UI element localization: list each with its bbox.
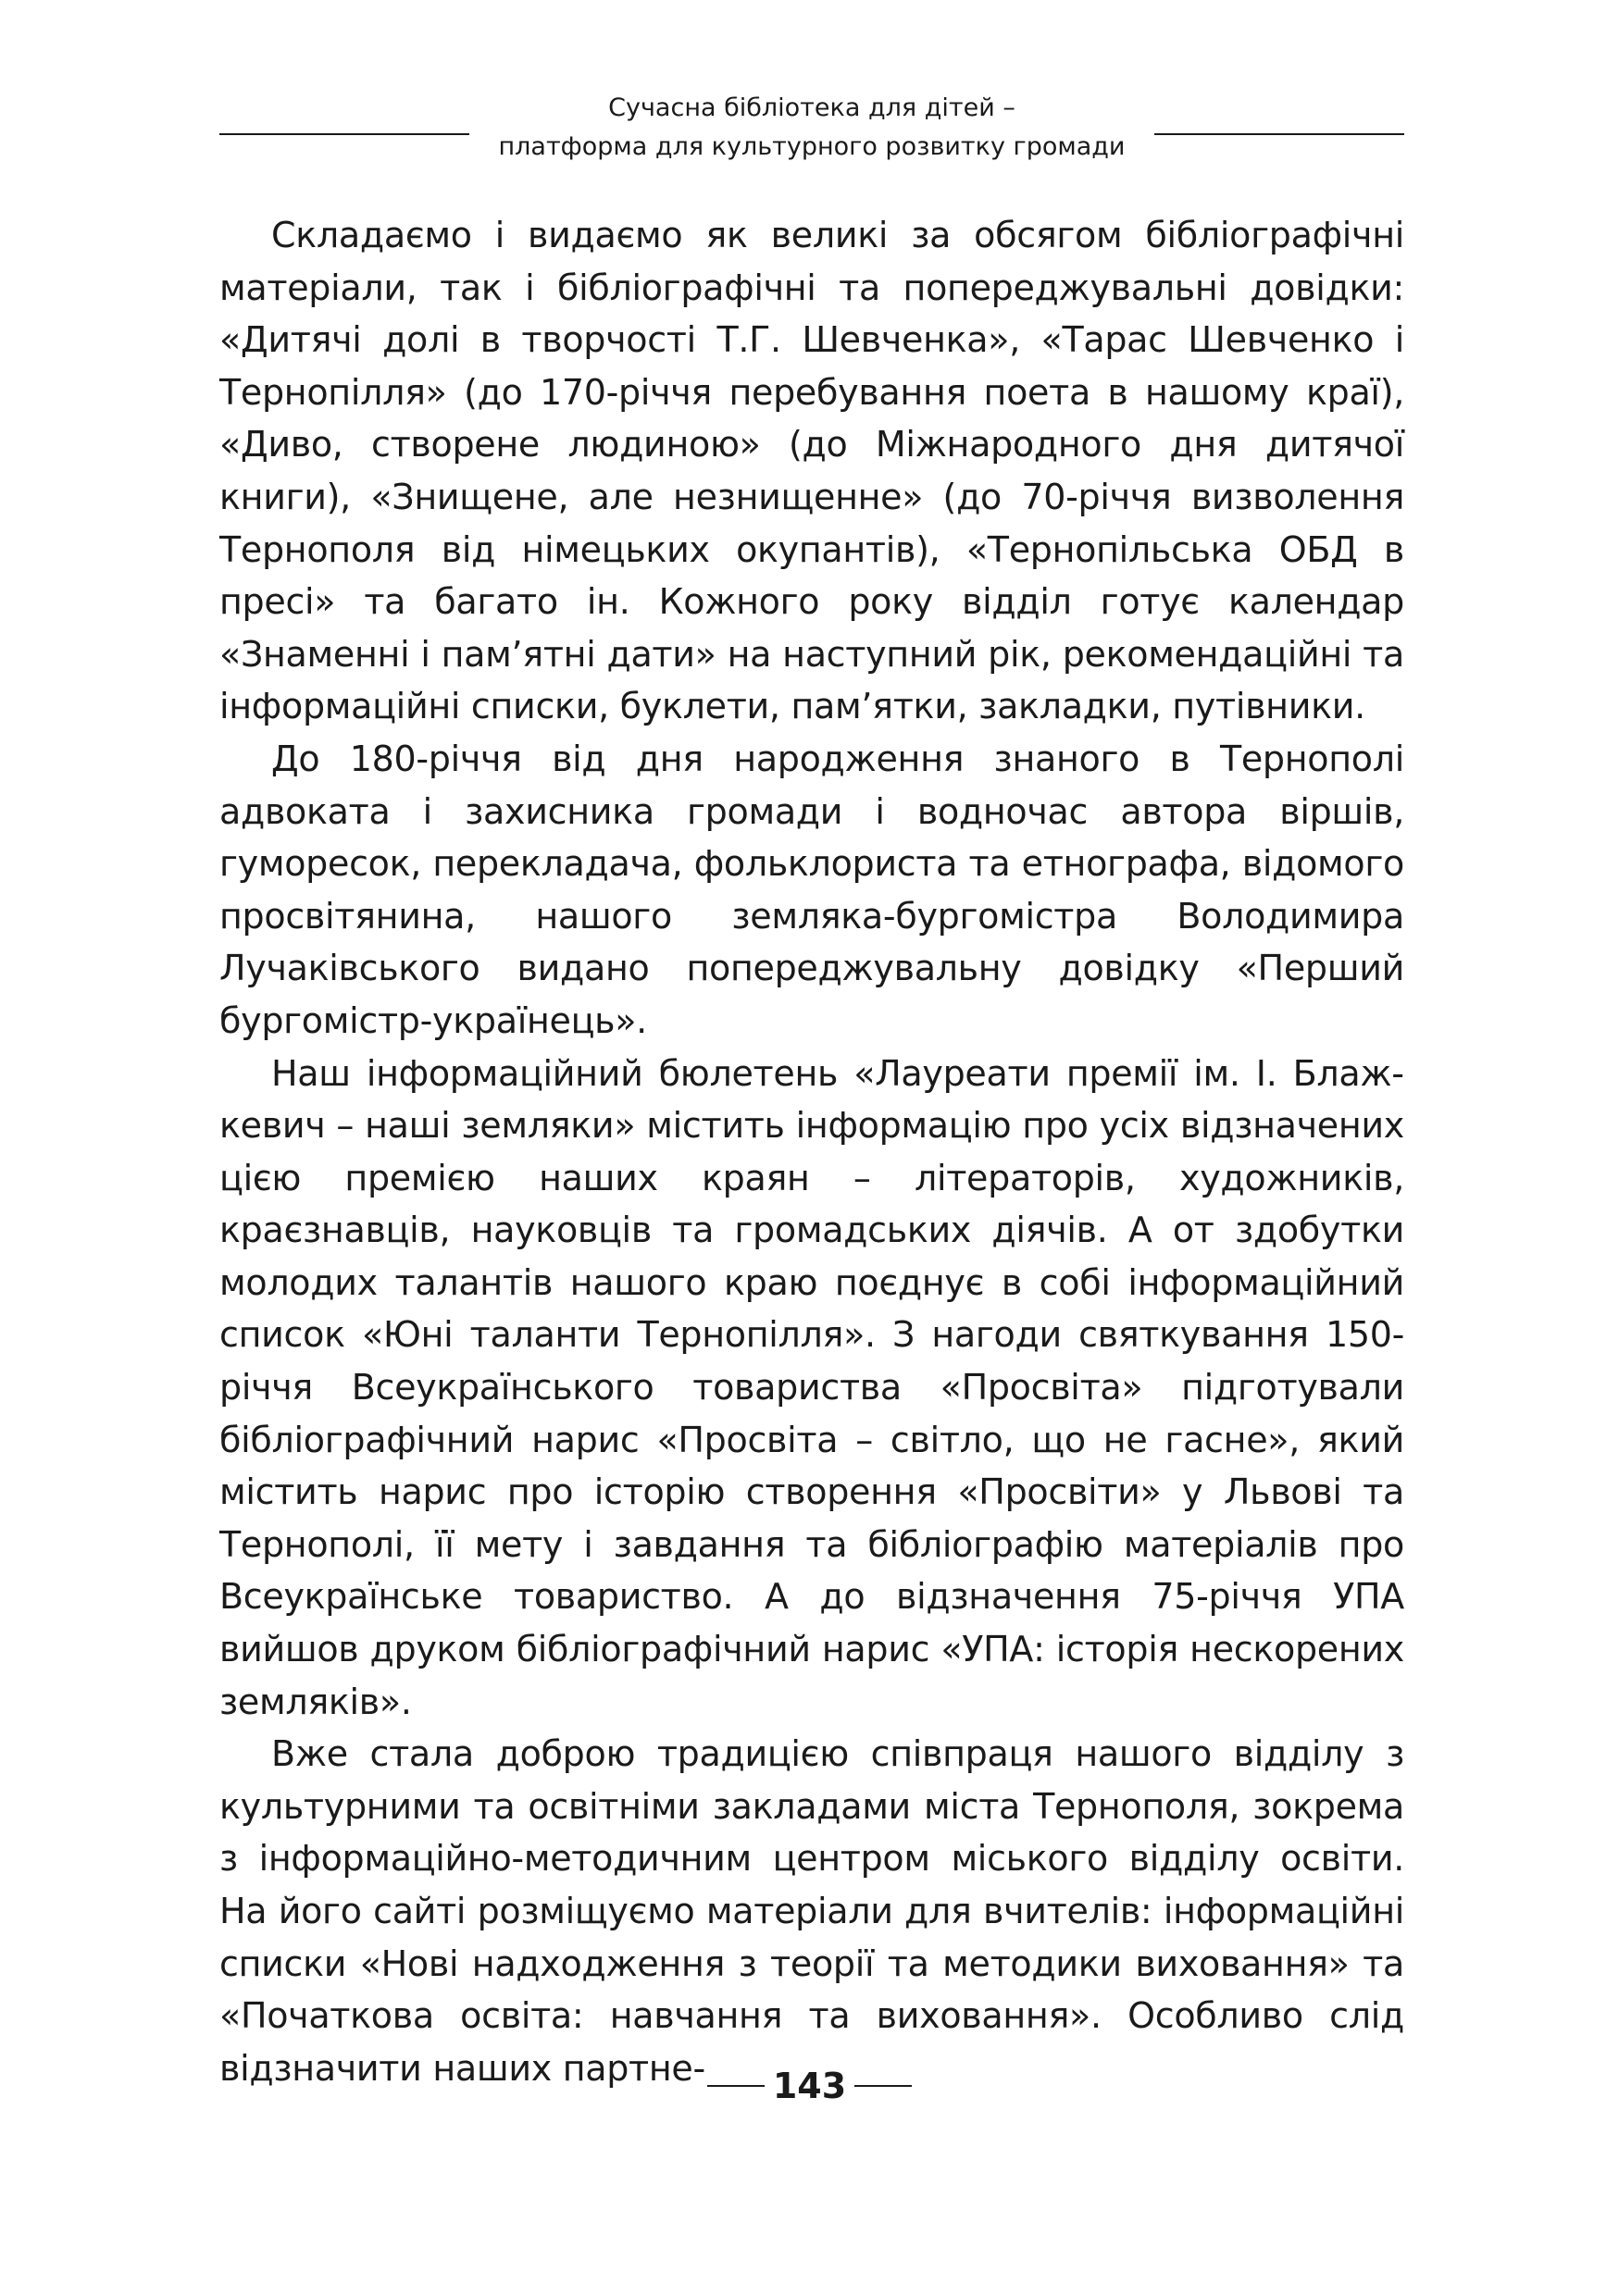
page-number-rule-right bbox=[854, 2085, 912, 2087]
paragraph: Вже стала доброю традицією співпраця нашого відділу з культурними та освітніми закладами міста Тернополя, зокрема з інформаційно-методичним центром міського відділу освіти. На його сайті розміщуємо матеріали для вчителів: інформаційні списки «Нові надходження з теорії та методики виховання» та «Початкова освіта: навчання та виховання». Особливо слід відзначити наших партне- bbox=[219, 1733, 1404, 2089]
header-line-2: платформа для культурного розвитку громади bbox=[498, 132, 1126, 161]
body-text bbox=[219, 209, 1404, 2094]
running-header bbox=[219, 89, 1404, 172]
paragraph: Складаємо і видаємо як великі за обсягом бібліографічні матеріали, так і бібліографічні та попереджувальні довідки: «Дитячі долі в творчості Т.Г. Шевченка», «Тарас Шевченко і Тернопілля» (до 170-річчя перебування поета в нашому краї), «Диво, створене людиною» (до Міжнародного дня дитячої книги), «Знищене, але незнищенне» (до 70-річчя визволення Тернополя від німецьких окупантів), «Тернопільська ОБД в пресі» та багато ін. Кожного року відділ готує календар «Знаменні і пам’ятні дати» на наступний рік, рекомендаційні та інформаційні списки, буклети, пам’ятки, закладки, путівники. bbox=[219, 215, 1404, 727]
page-number: 143 bbox=[772, 2066, 847, 2106]
paragraph: До 180-річчя від дня народження знаного в Тернополі адвоката і захисника громади і водночас автора віршів, гуморесок, перекладача, фольклориста та етнографа, відомого просвітянина, нашого земляка-бургомістра Володимира Лучаківського видано попереджувальну довідку «Перший бургомістр-українець». bbox=[219, 738, 1404, 1041]
header-title bbox=[219, 89, 1404, 167]
paragraph: Наш інформаційний бюлетень «Лауреати премії ім. І. Блажкевич – наші земляки» містить інформацію про усіх відзначених цією премією наших краян – літераторів, художників, краєзнавців, науковців та громадських діячів. А от здобутки молодих талантів нашого краю поєднує в собі інформаційний список «Юні таланти Тернопілля». З нагоди святкування 150-річчя Всеукраїнського товариства «Просвіта» підготували бібліографічний нарис «Просвіта – світло, що не гасне», який містить нарис про історію створення «Просвіти» у Львові та Тернополі, її мету і завдання та бібліографію матеріалів про Всеукраїнське товариство. А до відзначення 75-річчя УПА вийшов друком бібліографічний нарис «УПА: історія нескорених земляків». bbox=[219, 1052, 1404, 1722]
page-footer bbox=[0, 2066, 1619, 2121]
header-line-1: Сучасна бібліотека для дітей – bbox=[608, 93, 1015, 122]
page-number-rule-left bbox=[707, 2085, 765, 2087]
